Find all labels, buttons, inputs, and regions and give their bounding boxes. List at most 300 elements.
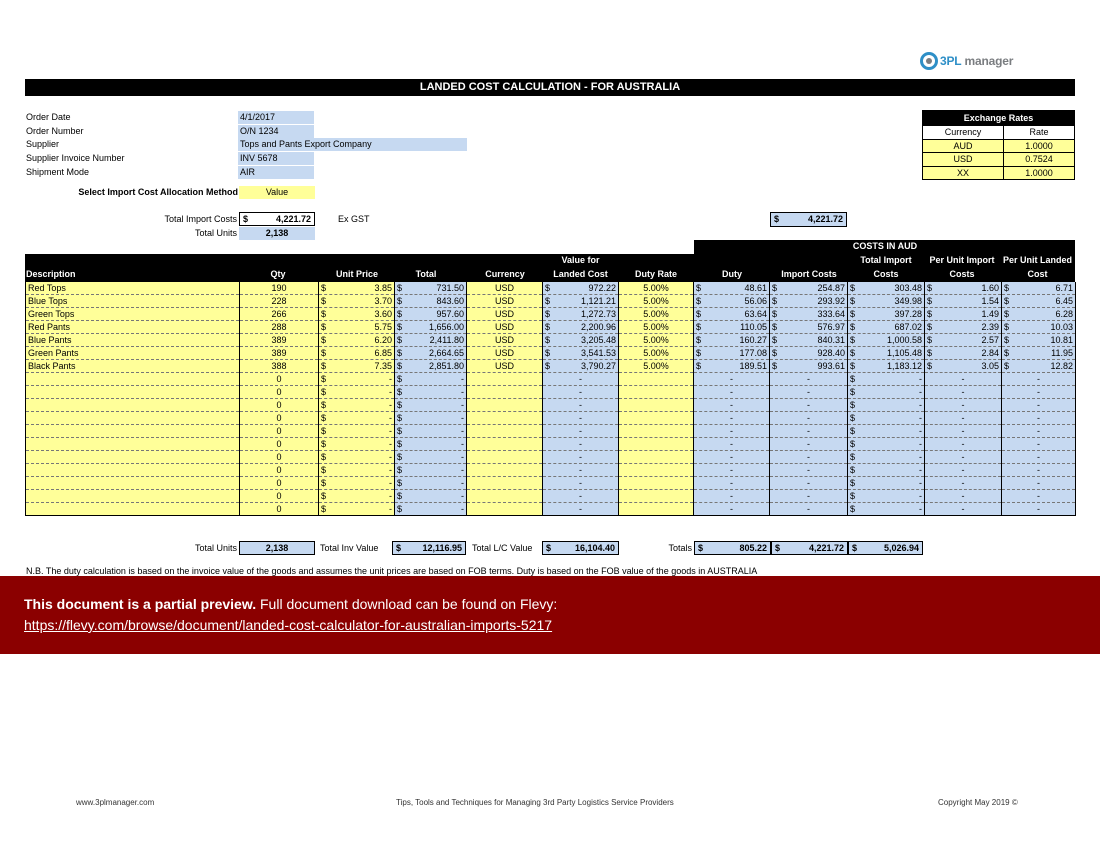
currency-cell[interactable] <box>467 451 543 464</box>
value-landed-cell: - <box>543 490 619 503</box>
per-unit-import-cell: - <box>925 399 1002 412</box>
duty-note: N.B. The duty calculation is based on the invoice value of the goods and assumes the unit prices are based on FOB terms. Duty is based on the FOB value of the goods in AUSTRALIA <box>26 566 758 576</box>
value-landed-cell: - <box>543 373 619 386</box>
total-cell: $ - <box>395 464 467 477</box>
value-landed-cell: - <box>543 386 619 399</box>
unit-price-cell[interactable]: $ - <box>319 438 395 451</box>
col-total: Total <box>415 269 437 279</box>
desc-cell[interactable]: Green Pants <box>26 347 240 360</box>
desc-cell[interactable]: Green Tops <box>26 308 240 321</box>
total-cell: $ - <box>395 438 467 451</box>
per-unit-landed-cell: $ 10.03 <box>1002 321 1076 334</box>
banner-message: This document is a partial preview. Full document download can be found on Flevy: <box>24 596 558 612</box>
per-unit-landed-cell: - <box>1002 412 1076 425</box>
value-landed-cell: - <box>543 464 619 477</box>
total-import-costs-sum: $ 5,026.94 <box>848 541 923 555</box>
import-costs-cell: - <box>770 464 848 477</box>
unit-price-cell[interactable]: $ - <box>319 490 395 503</box>
import-costs-cell: - <box>770 386 848 399</box>
qty-cell[interactable]: 388 <box>240 360 319 373</box>
total-cell: $ - <box>395 477 467 490</box>
costs-in-aud-label: COSTS IN AUD <box>852 241 918 251</box>
duty-cell: - <box>694 425 770 438</box>
total-import-cell: $ - <box>848 477 925 490</box>
duty-rate-cell[interactable] <box>619 464 694 477</box>
total-cell: $ - <box>395 412 467 425</box>
footer-website: www.3plmanager.com <box>76 798 155 807</box>
col-unit-price: Unit Price <box>335 269 378 279</box>
currency-cell[interactable]: USD <box>467 334 543 347</box>
total-cell: $ - <box>395 451 467 464</box>
total-import-cell: $ - <box>848 490 925 503</box>
col-qty: Qty <box>270 269 286 279</box>
total-cell: $ 2,851.80 <box>395 360 467 373</box>
bottom-total-units-value: 2,138 <box>239 541 315 555</box>
fx-header-rate: Rate <box>1004 126 1075 140</box>
per-unit-import-cell: $ 3.05 <box>925 360 1002 373</box>
duty-cell: - <box>694 477 770 490</box>
per-unit-landed-cell: $ 6.45 <box>1002 295 1076 308</box>
per-unit-import-cell: $ 2.84 <box>925 347 1002 360</box>
col-per-unit-landed-line1: Per Unit Landed <box>1002 255 1072 265</box>
duty-rate-cell[interactable] <box>619 399 694 412</box>
currency-cell[interactable]: USD <box>467 308 543 321</box>
total-lc-value-label: Total L/C Value <box>472 543 533 553</box>
total-import-value: $ 4,221.72 <box>771 541 848 555</box>
col-duty-rate: Duty Rate <box>634 269 677 279</box>
duty-rate-cell[interactable] <box>619 490 694 503</box>
fx-header-currency: Currency <box>923 126 1004 140</box>
duty-rate-cell[interactable] <box>619 386 694 399</box>
unit-price-cell[interactable]: $ 3.60 <box>319 308 395 321</box>
fx-rate-cell[interactable]: 1.0000 <box>1004 166 1075 180</box>
import-costs-cell: - <box>770 490 848 503</box>
duty-rate-cell[interactable]: 5.00% <box>619 321 694 334</box>
duty-cell: - <box>694 451 770 464</box>
order-date-field[interactable]: 4/1/2017 <box>238 111 314 124</box>
duty-rate-cell[interactable]: 5.00% <box>619 295 694 308</box>
import-costs-cell: $ 333.64 <box>770 308 848 321</box>
total-import-cell: $ - <box>848 412 925 425</box>
total-cell: $ 2,411.80 <box>395 334 467 347</box>
order-number-field[interactable]: O/N 1234 <box>238 125 314 138</box>
fx-currency-cell[interactable]: USD <box>923 153 1004 167</box>
import-costs-cell: $ 293.92 <box>770 295 848 308</box>
desc-cell[interactable] <box>26 477 240 490</box>
unit-price-cell[interactable]: $ - <box>319 373 395 386</box>
table-row <box>26 282 1076 295</box>
fx-rate-cell[interactable]: 0.7524 <box>1004 153 1075 167</box>
exchange-rates-table <box>922 110 1075 180</box>
import-costs-cell: - <box>770 477 848 490</box>
per-unit-import-cell: - <box>925 386 1002 399</box>
col-per-unit-import-line1: Per Unit Import <box>929 255 995 265</box>
supplier-label: Supplier <box>26 139 60 149</box>
duty-rate-cell[interactable]: 5.00% <box>619 308 694 321</box>
per-unit-landed-cell: - <box>1002 438 1076 451</box>
value-landed-cell: - <box>543 412 619 425</box>
import-costs-cell: $ 254.87 <box>770 282 848 295</box>
total-import-costs-label: Total Import Costs <box>164 214 237 224</box>
qty-cell[interactable]: 0 <box>240 503 319 516</box>
desc-cell[interactable]: Red Tops <box>26 282 240 295</box>
total-cell: $ - <box>395 386 467 399</box>
total-inv-value-label: Total Inv Value <box>320 543 379 553</box>
duty-cell: $ 110.05 <box>694 321 770 334</box>
total-cell: $ - <box>395 373 467 386</box>
desc-cell[interactable] <box>26 490 240 503</box>
duty-cell: $ 63.64 <box>694 308 770 321</box>
qty-cell[interactable]: 0 <box>240 373 319 386</box>
currency-cell[interactable] <box>467 425 543 438</box>
ex-gst-label: Ex GST <box>338 214 370 224</box>
total-units-label: Total Units <box>194 228 237 238</box>
value-landed-cell: $ 3,205.48 <box>543 334 619 347</box>
duty-rate-cell[interactable] <box>619 451 694 464</box>
table-row <box>26 412 1076 425</box>
table-row <box>26 438 1076 451</box>
total-import-cell: $ - <box>848 373 925 386</box>
per-unit-import-cell: - <box>925 438 1002 451</box>
desc-cell[interactable] <box>26 438 240 451</box>
exchange-rates-title: Exchange Rates <box>923 111 1075 126</box>
qty-cell[interactable]: 0 <box>240 386 319 399</box>
total-import-cell: $ 1,183.12 <box>848 360 925 373</box>
desc-cell[interactable] <box>26 503 240 516</box>
per-unit-landed-cell: - <box>1002 373 1076 386</box>
per-unit-landed-cell: $ 12.82 <box>1002 360 1076 373</box>
total-import-costs-value: $ 4,221.72 <box>239 212 315 226</box>
total-import-cell: $ 303.48 <box>848 282 925 295</box>
total-cell: $ - <box>395 399 467 412</box>
total-import-cell: $ 1,105.48 <box>848 347 925 360</box>
total-units-value: 2,138 <box>239 227 315 240</box>
per-unit-landed-cell: $ 10.81 <box>1002 334 1076 347</box>
page-title: LANDED COST CALCULATION - FOR AUSTRALIA <box>25 79 1075 96</box>
order-number-label: Order Number <box>26 126 84 136</box>
total-cell: $ - <box>395 503 467 516</box>
total-inv-value: $ 12,116.95 <box>392 541 466 555</box>
total-cell: $ - <box>395 490 467 503</box>
table-row <box>26 295 1076 308</box>
value-landed-cell: $ 3,790.27 <box>543 360 619 373</box>
duty-cell: - <box>694 464 770 477</box>
import-costs-cell: $ 928.40 <box>770 347 848 360</box>
total-import-cell: $ - <box>848 399 925 412</box>
col-total-import-line1: Total Import <box>860 255 912 265</box>
currency-cell[interactable] <box>467 464 543 477</box>
per-unit-import-cell: $ 1.60 <box>925 282 1002 295</box>
qty-cell[interactable]: 389 <box>240 347 319 360</box>
desc-cell[interactable]: Blue Tops <box>26 295 240 308</box>
shipment-mode-field[interactable]: AIR <box>238 166 314 179</box>
total-import-cell: $ - <box>848 386 925 399</box>
table-row <box>26 321 1076 334</box>
duty-cell: - <box>694 438 770 451</box>
currency-cell[interactable]: USD <box>467 295 543 308</box>
qty-cell[interactable]: 389 <box>240 334 319 347</box>
per-unit-landed-cell: - <box>1002 503 1076 516</box>
col-currency: Currency <box>485 269 525 279</box>
table-row <box>26 386 1076 399</box>
value-landed-cell: $ 1,121.21 <box>543 295 619 308</box>
duty-rate-cell[interactable]: 5.00% <box>619 347 694 360</box>
table-row <box>26 503 1076 516</box>
table-row <box>26 308 1076 321</box>
col-value-landed-line1: Value for <box>561 255 600 265</box>
unit-price-cell[interactable]: $ 7.35 <box>319 360 395 373</box>
total-import-cell: $ - <box>848 425 925 438</box>
import-costs-cell: $ 840.31 <box>770 334 848 347</box>
per-unit-landed-cell: - <box>1002 451 1076 464</box>
currency-cell[interactable]: USD <box>467 347 543 360</box>
desc-cell[interactable] <box>26 451 240 464</box>
unit-price-cell[interactable]: $ - <box>319 412 395 425</box>
footer-copyright: Copyright May 2019 © <box>938 798 1018 807</box>
qty-cell[interactable]: 0 <box>240 451 319 464</box>
per-unit-landed-cell: $ 6.28 <box>1002 308 1076 321</box>
qty-cell[interactable]: 266 <box>240 308 319 321</box>
per-unit-landed-cell: $ 11.95 <box>1002 347 1076 360</box>
value-landed-cell: - <box>543 425 619 438</box>
qty-cell[interactable]: 228 <box>240 295 319 308</box>
col-import-costs: Import Costs <box>781 269 837 279</box>
import-costs-cell: - <box>770 503 848 516</box>
per-unit-landed-cell: - <box>1002 490 1076 503</box>
supplier-invoice-field[interactable]: INV 5678 <box>238 152 314 165</box>
duty-cell: $ 56.06 <box>694 295 770 308</box>
total-lc-value: $ 16,104.40 <box>542 541 619 555</box>
import-costs-cell: - <box>770 438 848 451</box>
qty-cell[interactable]: 0 <box>240 399 319 412</box>
unit-price-cell[interactable]: $ 3.70 <box>319 295 395 308</box>
value-landed-cell: $ 3,541.53 <box>543 347 619 360</box>
per-unit-import-cell: $ 1.49 <box>925 308 1002 321</box>
qty-cell[interactable]: 0 <box>240 425 319 438</box>
shipment-mode-label: Shipment Mode <box>26 167 90 177</box>
per-unit-import-cell: $ 1.54 <box>925 295 1002 308</box>
duty-rate-cell[interactable] <box>619 438 694 451</box>
col-duty: Duty <box>722 269 742 279</box>
per-unit-landed-cell: - <box>1002 399 1076 412</box>
unit-price-cell[interactable]: $ - <box>319 464 395 477</box>
total-import-cell: $ - <box>848 503 925 516</box>
table-row <box>26 334 1076 347</box>
total-cell: $ 731.50 <box>395 282 467 295</box>
import-costs-cell: - <box>770 412 848 425</box>
total-import-costs-aud: $ 4,221.72 <box>770 212 847 227</box>
per-unit-import-cell: $ 2.57 <box>925 334 1002 347</box>
col-value-landed-line2: Landed Cost <box>553 269 608 279</box>
total-import-cell: $ 397.28 <box>848 308 925 321</box>
brand-name: 3PL manager <box>940 54 1014 68</box>
per-unit-landed-cell: - <box>1002 477 1076 490</box>
desc-cell[interactable] <box>26 412 240 425</box>
duty-rate-cell[interactable]: 5.00% <box>619 360 694 373</box>
total-cell: $ 843.60 <box>395 295 467 308</box>
table-row <box>26 451 1076 464</box>
duty-cell: - <box>694 412 770 425</box>
per-unit-import-cell: - <box>925 425 1002 438</box>
import-costs-cell: - <box>770 399 848 412</box>
table-row <box>26 373 1076 386</box>
import-costs-cell: - <box>770 373 848 386</box>
unit-price-cell[interactable]: $ 6.85 <box>319 347 395 360</box>
currency-cell[interactable]: USD <box>467 321 543 334</box>
currency-cell[interactable] <box>467 490 543 503</box>
per-unit-landed-cell: - <box>1002 464 1076 477</box>
desc-cell[interactable]: Red Pants <box>26 321 240 334</box>
currency-cell[interactable] <box>467 373 543 386</box>
desc-cell[interactable] <box>26 425 240 438</box>
duty-rate-cell[interactable] <box>619 373 694 386</box>
table-row <box>26 399 1076 412</box>
value-landed-cell: $ 972.22 <box>543 282 619 295</box>
fx-currency-cell[interactable]: XX <box>923 166 1004 180</box>
value-landed-cell: - <box>543 503 619 516</box>
per-unit-import-cell: - <box>925 451 1002 464</box>
total-duty-value: $ 805.22 <box>694 541 771 555</box>
per-unit-import-cell: - <box>925 464 1002 477</box>
table-row <box>26 360 1076 373</box>
per-unit-import-cell: - <box>925 373 1002 386</box>
duty-rate-cell[interactable] <box>619 425 694 438</box>
import-costs-cell: $ 993.61 <box>770 360 848 373</box>
currency-cell[interactable] <box>467 438 543 451</box>
unit-price-cell[interactable]: $ - <box>319 503 395 516</box>
supplier-field[interactable]: Tops and Pants Export Company <box>238 138 467 151</box>
bottom-total-units-label: Total Units <box>194 543 237 553</box>
duty-cell: - <box>694 503 770 516</box>
table-row <box>26 490 1076 503</box>
duty-cell: $ 189.51 <box>694 360 770 373</box>
qty-cell[interactable]: 288 <box>240 321 319 334</box>
per-unit-import-cell: - <box>925 490 1002 503</box>
unit-price-cell[interactable]: $ - <box>319 399 395 412</box>
per-unit-landed-cell: - <box>1002 386 1076 399</box>
per-unit-landed-cell: $ 6.71 <box>1002 282 1076 295</box>
desc-cell[interactable]: Black Pants <box>26 360 240 373</box>
unit-price-cell[interactable]: $ - <box>319 477 395 490</box>
value-landed-cell: $ 1,272.73 <box>543 308 619 321</box>
desc-cell[interactable]: Blue Pants <box>26 334 240 347</box>
desc-cell[interactable] <box>26 386 240 399</box>
total-import-cell: $ 349.98 <box>848 295 925 308</box>
order-date-label: Order Date <box>26 112 71 122</box>
value-landed-cell: $ 2,200.96 <box>543 321 619 334</box>
footer-tagline: Tips, Tools and Techniques for Managing 3rd Party Logistics Service Providers <box>396 798 674 807</box>
import-costs-cell: - <box>770 425 848 438</box>
duty-cell: - <box>694 490 770 503</box>
fx-rate-cell[interactable]: 1.0000 <box>1004 139 1075 153</box>
desc-cell[interactable] <box>26 399 240 412</box>
value-landed-cell: - <box>543 451 619 464</box>
value-landed-cell: - <box>543 438 619 451</box>
value-landed-cell: - <box>543 477 619 490</box>
duty-rate-cell[interactable]: 5.00% <box>619 282 694 295</box>
import-costs-cell: - <box>770 451 848 464</box>
duty-rate-cell[interactable] <box>619 503 694 516</box>
landed-cost-table <box>25 282 1076 516</box>
per-unit-import-cell: $ 2.39 <box>925 321 1002 334</box>
unit-price-cell[interactable]: $ - <box>319 386 395 399</box>
desc-cell[interactable] <box>26 464 240 477</box>
currency-cell[interactable] <box>467 412 543 425</box>
banner-download-link[interactable]: https://flevy.com/browse/document/landed-cost-calculator-for-australian-imports-5217 <box>24 617 553 633</box>
duty-cell: - <box>694 399 770 412</box>
duty-cell: - <box>694 386 770 399</box>
table-row <box>26 425 1076 438</box>
value-landed-cell: - <box>543 399 619 412</box>
duty-rate-cell[interactable] <box>619 412 694 425</box>
supplier-invoice-label: Supplier Invoice Number <box>26 153 125 163</box>
qty-cell[interactable]: 0 <box>240 438 319 451</box>
duty-rate-cell[interactable]: 5.00% <box>619 334 694 347</box>
allocation-method-select[interactable]: Value <box>239 186 315 199</box>
unit-price-cell[interactable]: $ - <box>319 451 395 464</box>
per-unit-import-cell: - <box>925 412 1002 425</box>
col-per-unit-landed-line2: Cost <box>1027 269 1048 279</box>
qty-cell[interactable]: 0 <box>240 412 319 425</box>
fx-currency-cell[interactable]: AUD <box>923 139 1004 153</box>
currency-cell[interactable]: USD <box>467 360 543 373</box>
duty-rate-cell[interactable] <box>619 477 694 490</box>
total-import-cell: $ - <box>848 438 925 451</box>
table-header <box>25 254 1075 282</box>
table-row <box>26 464 1076 477</box>
3pl-logo-icon <box>920 52 938 70</box>
total-import-cell: $ - <box>848 451 925 464</box>
per-unit-import-cell: - <box>925 477 1002 490</box>
currency-cell[interactable]: USD <box>467 282 543 295</box>
total-cell: $ 957.60 <box>395 308 467 321</box>
import-costs-cell: $ 576.97 <box>770 321 848 334</box>
unit-price-cell[interactable]: $ 3.85 <box>319 282 395 295</box>
per-unit-landed-cell: - <box>1002 425 1076 438</box>
duty-cell: - <box>694 373 770 386</box>
duty-cell: $ 177.08 <box>694 347 770 360</box>
desc-cell[interactable] <box>26 373 240 386</box>
unit-price-cell[interactable]: $ 6.20 <box>319 334 395 347</box>
total-import-cell: $ 1,000.58 <box>848 334 925 347</box>
total-cell: $ 2,664.65 <box>395 347 467 360</box>
col-per-unit-import-line2: Costs <box>949 269 975 279</box>
table-row <box>26 477 1076 490</box>
total-cell: $ 1,656.00 <box>395 321 467 334</box>
total-import-cell: $ - <box>848 464 925 477</box>
col-total-import-line2: Costs <box>873 269 899 279</box>
currency-cell[interactable] <box>467 399 543 412</box>
total-cell: $ - <box>395 425 467 438</box>
currency-cell[interactable] <box>467 477 543 490</box>
unit-price-cell[interactable]: $ - <box>319 425 395 438</box>
qty-cell[interactable]: 0 <box>240 490 319 503</box>
per-unit-import-cell: - <box>925 503 1002 516</box>
preview-banner <box>0 576 1100 654</box>
currency-cell[interactable] <box>467 386 543 399</box>
duty-cell: $ 160.27 <box>694 334 770 347</box>
qty-cell[interactable]: 190 <box>240 282 319 295</box>
total-import-cell: $ 687.02 <box>848 321 925 334</box>
duty-cell: $ 48.61 <box>694 282 770 295</box>
qty-cell[interactable]: 0 <box>240 464 319 477</box>
table-row <box>26 347 1076 360</box>
currency-cell[interactable] <box>467 503 543 516</box>
col-description: Description <box>26 269 76 279</box>
unit-price-cell[interactable]: $ 5.75 <box>319 321 395 334</box>
qty-cell[interactable]: 0 <box>240 477 319 490</box>
allocation-method-label: Select Import Cost Allocation Method <box>78 187 238 197</box>
